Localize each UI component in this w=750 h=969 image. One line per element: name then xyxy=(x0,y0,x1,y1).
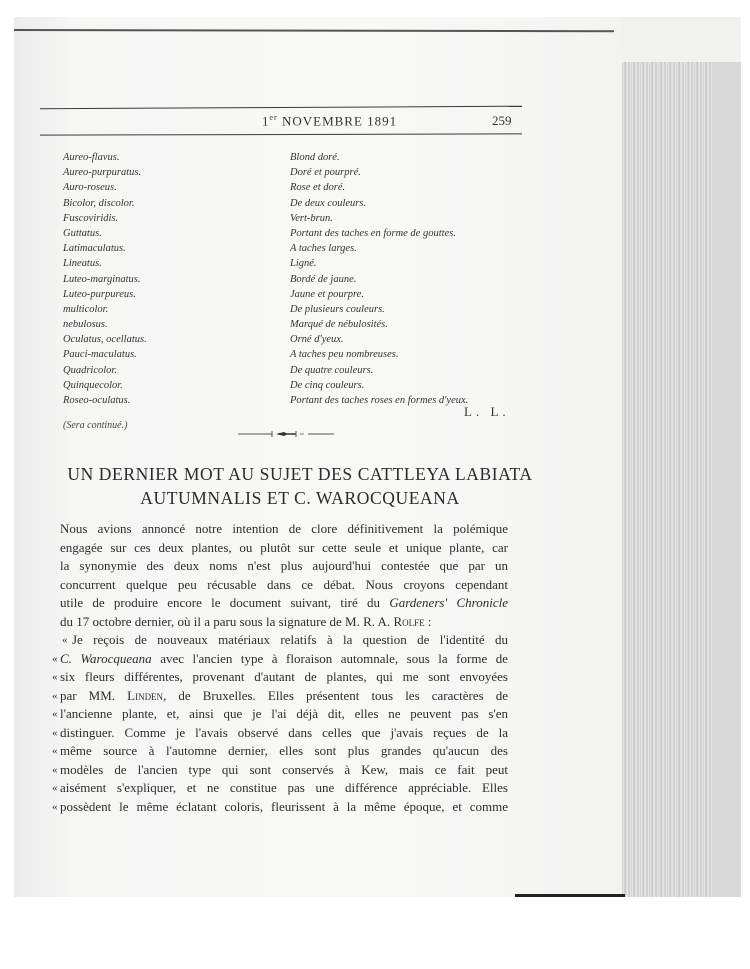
body-line: du 17 octobre dernier, où il a paru sous la signature de M. R. A. Rolfe : xyxy=(60,613,432,629)
glossary-term: Lineatus. xyxy=(63,258,102,270)
body-line: engagée sur ces deux plantes, ou plutôt sur cette seule et unique plante, car xyxy=(60,539,508,555)
glossary-meanings xyxy=(290,150,468,408)
quote-line: « C. Warocqueana avec l'ancien type à floraison automnale, sous la forme de xyxy=(52,650,508,666)
quote-line: « même source à l'automne dernier, elles sont plus grandes qu'aucun des xyxy=(52,743,508,758)
scan-bottom-shadow xyxy=(515,894,625,897)
to-be-continued-note: (Sera continué.) xyxy=(63,420,128,431)
glossary-meaning: Ligné. xyxy=(290,258,317,270)
author-name: Rolfe xyxy=(393,613,425,629)
glossary-meaning: A taches peu nombreuses. xyxy=(290,349,399,361)
glossary-term: Pauci-maculatus. xyxy=(63,349,137,361)
glossary-term: multicolor. xyxy=(63,303,109,315)
glossary-term: Quadricolor. xyxy=(63,364,117,376)
glossary-term: Luteo-marginatus. xyxy=(63,273,141,285)
glossary-meaning: Marqué de nébulosités. xyxy=(290,319,388,331)
nursery-name: Linden xyxy=(127,687,164,703)
glossary-term: Oculatus, ocellatus. xyxy=(63,334,147,346)
glossary-term: Quinquecolor. xyxy=(63,379,123,391)
glossary-meaning: De plusieurs couleurs. xyxy=(290,303,385,315)
source-title: Gardeners' Chronicle xyxy=(389,595,509,610)
quote-line: « aisément s'expliquer, et ne constitue pas une différence appréciable. Elles xyxy=(52,780,508,795)
quote-line: « possèdent le même éclatant coloris, fleurissent à la même époque, et comme xyxy=(52,798,508,814)
fleuron-ornament xyxy=(238,430,338,438)
glossary-meaning: Blond doré. xyxy=(290,152,340,163)
glossary-term: Aureo-flavus. xyxy=(63,152,120,163)
glossary-term: Roseo-oculatus. xyxy=(63,395,131,406)
article-title-line-1: UN DERNIER MOT AU SUJET DES CATTLEYA LABIATA xyxy=(67,464,533,484)
glossary-term: Fuscoviridis. xyxy=(63,212,119,224)
quote-line: « l'ancienne plante, et, ainsi que je l'ai déjà dit, elles ne peuvent pas s'en xyxy=(52,706,508,721)
page-number: 259 xyxy=(492,113,512,128)
body-line: Nous avions annoncé notre intention de clore définitivement la polémique xyxy=(60,521,508,536)
quote-line: « par MM. Linden, de Bruxelles. Elles présentent tous les caractères de xyxy=(52,687,509,703)
glossary-meaning: Jaune et pourpre. xyxy=(290,288,364,300)
quote-line: « Je reçois de nouveaux matériaux relatifs à la question de l'identité du xyxy=(62,632,508,647)
glossary-term: Guttatus. xyxy=(63,227,102,239)
glossary-meaning: Portant des taches roses en formes d'yeux. xyxy=(290,395,469,406)
glossary-meaning: Bordé de jaune. xyxy=(290,273,357,285)
body-line: la synonymie des deux noms n'est plus aujourd'hui contestée que par un xyxy=(60,558,508,573)
body-line: concurrent quelque peu récusable dans ce débat. Nous croyons cependant xyxy=(60,576,508,592)
glossary-meaning: Vert-brun. xyxy=(290,212,333,224)
body-line: utile de produire encore le document suivant, tiré du Gardeners' Chronicle xyxy=(60,595,509,610)
glossary-term: Luteo-purpureus. xyxy=(63,288,136,300)
author-initials: L. L. xyxy=(464,404,510,419)
glossary-meaning: A taches larges. xyxy=(290,243,357,255)
article-body xyxy=(52,520,509,816)
glossary-term: Latimaculatus. xyxy=(63,243,126,255)
glossary-term: Aureo-purpuratus. xyxy=(63,167,142,179)
quote-line: « distinguer. Comme je l'avais observé dans celles que j'avais reçues de la xyxy=(52,724,508,740)
article-title-line-2: AUTUMNALIS ET C. WAROCQUEANA xyxy=(140,488,460,508)
glossary-meaning: De cinq couleurs. xyxy=(290,379,365,391)
running-title: 1er NOVEMBRE 1891 xyxy=(262,113,398,129)
glossary-meaning: De deux couleurs. xyxy=(290,197,367,209)
quote-line: « modèles de l'ancien type qui sont conservés à Kew, mais ce fait peut xyxy=(52,761,508,777)
glossary-terms xyxy=(63,150,147,408)
article-title xyxy=(40,462,560,510)
glossary-term: Auro-roseus. xyxy=(63,182,117,194)
quote-line: « six fleurs différentes, provenant d'autant de plantes, qui me sont envoyées xyxy=(52,669,508,684)
running-header xyxy=(40,113,520,131)
glossary-term: nebulosus. xyxy=(63,319,108,331)
glossary-meaning: De quatre couleurs. xyxy=(290,364,374,376)
glossary-meaning: Doré et pourpré. xyxy=(290,167,361,179)
glossary-meaning: Orné d'yeux. xyxy=(290,334,344,346)
species-name: C. Warocqueana xyxy=(60,650,152,666)
glossary-meaning: Rose et doré. xyxy=(290,182,346,194)
glossary-meaning: Portant des taches en forme de gouttes. xyxy=(290,227,456,239)
glossary-term: Bicolor, discolor. xyxy=(63,197,135,209)
book-cover-edge xyxy=(712,62,741,897)
